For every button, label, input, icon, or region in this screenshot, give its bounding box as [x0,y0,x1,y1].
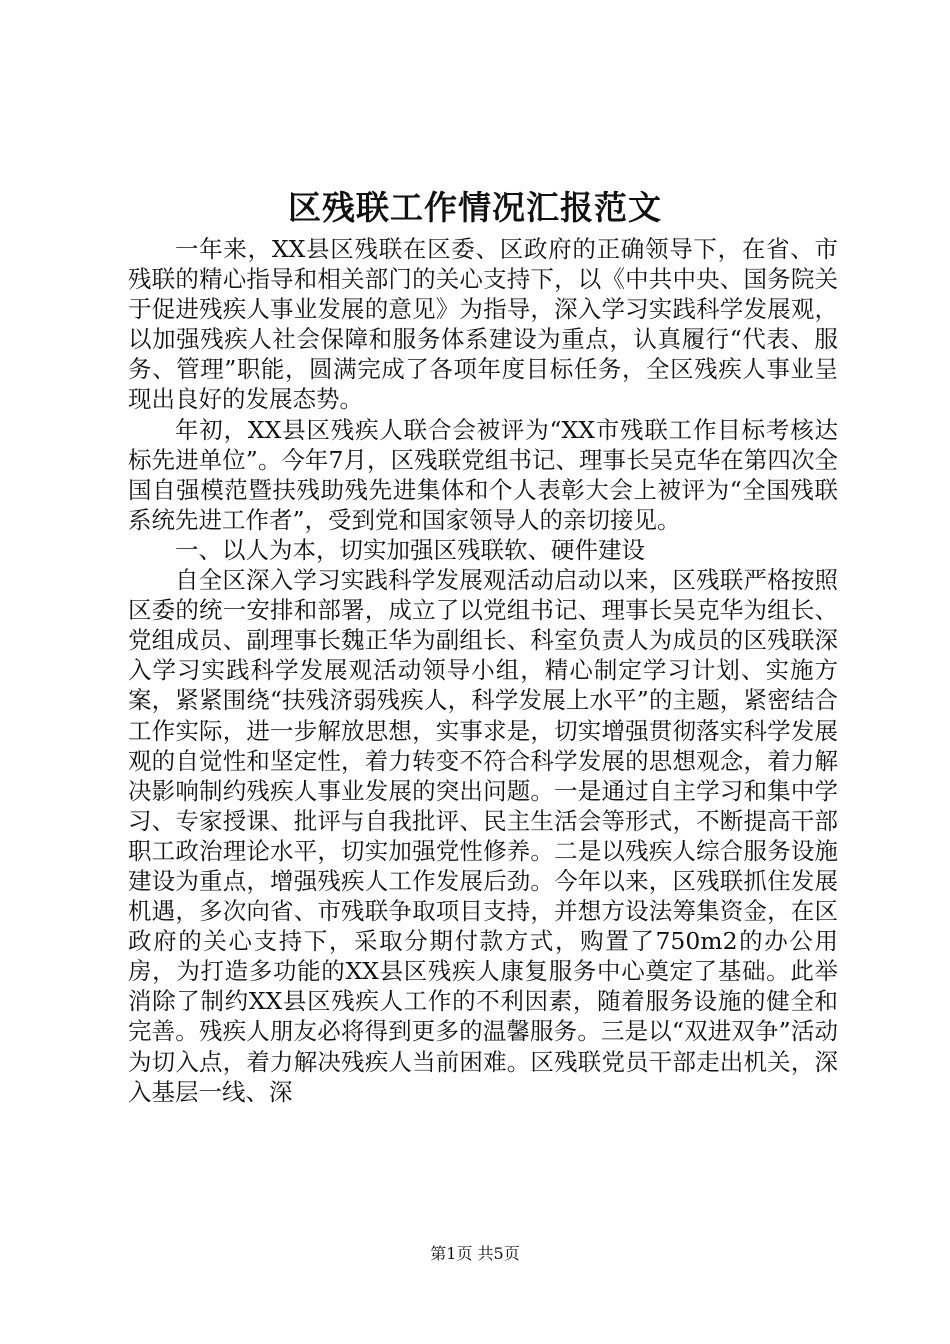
paragraph-awards: 年初，XX县区残疾人联合会被评为“XX市残联工作目标考核达标先进单位”。今年7月，区残联党组书记、理事长吴克华在第四次全国自强模范暨扶残助残先进集体和个人表彰大会上被评为“全国残联系统先进工作者”，受到党和国家领导人的亲切接见。 [128,415,838,534]
section-heading-1: 一、以人为本，切实加强区残联软、硬件建设 [175,535,645,564]
page-footer: 第1页 共5页 [430,1244,520,1263]
document-body [128,234,838,1107]
paragraph-intro: 一年来，XX县区残联在区委、区政府的正确领导下，在省、市残联的精心指导和相关部门的关心支持下，以《中共中央、国务院关于促进残疾人事业发展的意见》为指导，深入学习实践科学发展观，以加强残疾人社会保障和服务体系建设为重点，认真履行“代表、服务、管理”职能，圆满完成了各项年度目标任务，全区残疾人事业呈现出良好的发展态势。 [128,235,838,414]
paragraph-section-1: 自全区深入学习实践科学发展观活动启动以来，区残联严格按照区委的统一安排和部署，成立了以党组书记、理事长吴克华为组长、党组成员、副理事长魏正华为副组长、科室负责人为成员的区残联深入学习实践科学发展观活动领导小组，精心制定学习计划、实施方案，紧紧围绕“扶残济弱残疾人，科学发展上水平”的主题，紧密结合工作实际，进一步解放思想，实事求是，切实增强贯彻落实科学发展观的自觉性和坚定性，着力转变不符合科学发展的思想观念，着力解决影响制约残疾人事业发展的突出问题。一是通过自主学习和集中学习、专家授课、批评与自我批评、民主生活会等形式，不断提高干部职工政治理论水平，切实加强党性修养。二是以残疾人综合服务设施建设为重点，增强残疾人工作发展后劲。今年以来，区残联抓住发展机遇，多次向省、市残联争取项目支持，并想方设法筹集资金，在区政府的关心支持下，采取分期付款方式，购置了750m2的办公用房，为打造多功能的XX县区残疾人康复服务中心奠定了基础。此举消除了制约XX县区残疾人工作的不利因素，随着服务设施的健全和完善。残疾人朋友必将得到更多的温馨服务。三是以“双进双争”活动为切入点，着力解决残疾人当前困难。区残联党员干部走出机关，深入基层一线、深 [128,566,838,1106]
document-title: 区残联工作情况汇报范文 [288,188,662,227]
